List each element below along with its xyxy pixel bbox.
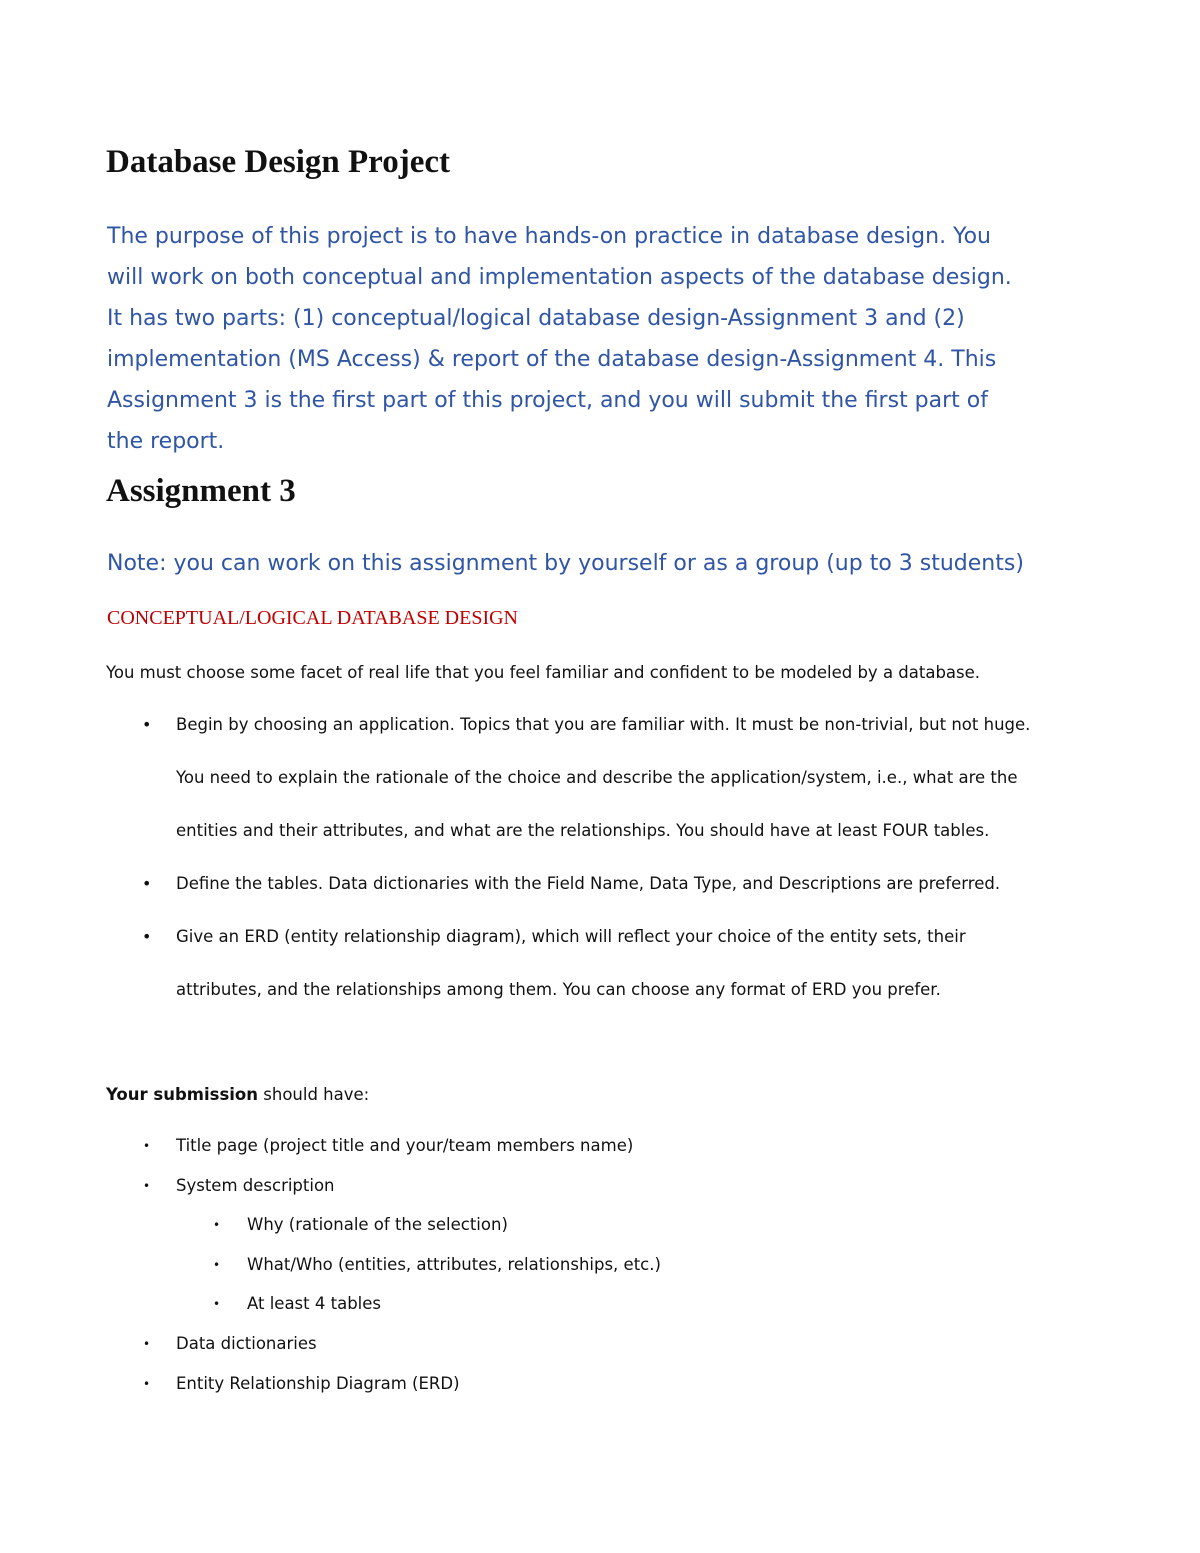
requirement-line: entities and their attributes, and what are the relationships. You should have at least FOUR tables. — [176, 821, 990, 840]
submission-item: Entity Relationship Diagram (ERD) — [176, 1374, 460, 1393]
bullet-icon: • — [143, 1179, 151, 1193]
submission-item: Title page (project title and your/team members name) — [176, 1136, 634, 1155]
intro-line: Assignment 3 is the first part of this project, and you will submit the first part of — [107, 388, 988, 413]
bullet-icon: • — [142, 927, 152, 946]
intro-line: the report. — [107, 429, 225, 454]
note-text: Note: you can work on this assignment by yourself or as a group (up to 3 students) — [107, 551, 1024, 576]
bullet-icon: • — [142, 715, 152, 734]
submission-subitem: Why (rationale of the selection) — [247, 1215, 508, 1234]
bullet-icon: • — [143, 1337, 151, 1351]
requirement-line: Define the tables. Data dictionaries with the Field Name, Data Type, and Descriptions are preferred. — [176, 874, 1001, 893]
submission-intro-bold: Your submission — [106, 1085, 259, 1104]
bullet-icon: • — [142, 874, 152, 893]
submission-intro — [106, 1082, 369, 1108]
section-heading: CONCEPTUAL/LOGICAL DATABASE DESIGN — [107, 607, 518, 629]
submission-intro-rest: should have: — [258, 1085, 370, 1104]
intro-line: It has two parts: (1) conceptual/logical database design-Assignment 3 and (2) — [107, 306, 965, 331]
bullet-icon: • — [143, 1377, 151, 1391]
intro-line: The purpose of this project is to have hands-on practice in database design. You — [107, 224, 991, 249]
assignment-heading: Assignment 3 — [106, 473, 296, 509]
requirement-line: Give an ERD (entity relationship diagram), which will reflect your choice of the entity sets, their — [176, 927, 966, 946]
bullet-icon: • — [213, 1218, 221, 1232]
submission-subitem: What/Who (entities, attributes, relationships, etc.) — [247, 1255, 661, 1274]
requirement-line: Begin by choosing an application. Topics that you are familiar with. It must be non-trivial, but not huge. — [176, 715, 1031, 734]
requirement-line: You need to explain the rationale of the choice and describe the application/system, i.e., what are the — [176, 768, 1018, 787]
submission-item: System description — [176, 1176, 335, 1195]
submission-subitem: At least 4 tables — [247, 1294, 381, 1313]
requirement-line: attributes, and the relationships among them. You can choose any format of ERD you prefer. — [176, 980, 941, 999]
intro-line: implementation (MS Access) & report of the database design-Assignment 4. This — [107, 347, 997, 372]
document-title: Database Design Project — [106, 144, 450, 180]
bullet-icon: • — [143, 1139, 151, 1153]
submission-item: Data dictionaries — [176, 1334, 317, 1353]
lead-sentence: You must choose some facet of real life that you feel familiar and confident to be modeled by a database. — [106, 663, 981, 682]
bullet-icon: • — [213, 1258, 221, 1272]
bullet-icon: • — [213, 1297, 221, 1311]
intro-line: will work on both conceptual and implementation aspects of the database design. — [107, 265, 1012, 290]
